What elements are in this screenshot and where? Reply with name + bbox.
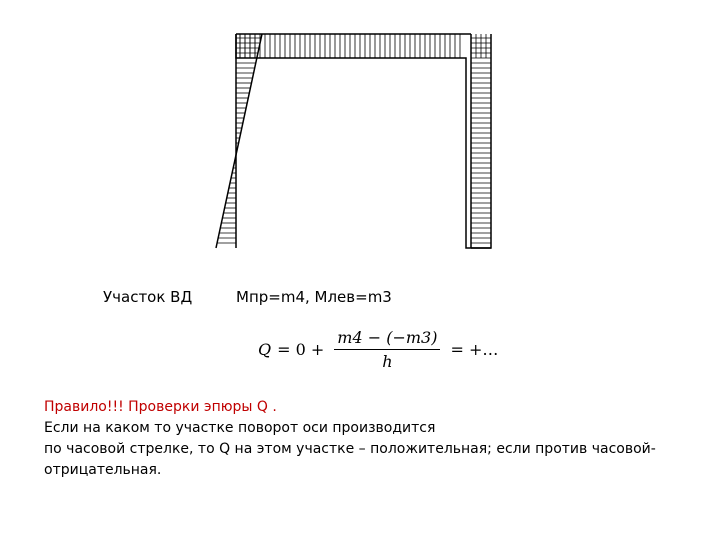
section-label: Участок ВД (103, 288, 193, 306)
rule-line-2: по часовой стрелке, то Q на этом участке – положительная; если против часовой- (44, 441, 656, 457)
rule-text-block (44, 397, 694, 481)
shear-formula (258, 328, 498, 371)
diagram-hatching (217, 34, 491, 243)
moments-label: Мпр=m4, Млев=m3 (236, 288, 392, 306)
frame-outline (216, 34, 491, 248)
formula-numerator: m4 − (−m3) (334, 328, 440, 350)
formula-equals-start: = 0 + (277, 340, 325, 359)
left-column-diagram-edge (216, 34, 262, 248)
formula-lhs: Q (258, 340, 272, 359)
formula-denominator: h (382, 352, 393, 371)
formula-equals-end: = +… (450, 340, 499, 359)
rule-line-3: отрицательная. (44, 462, 162, 478)
beam-diagram-edge (236, 34, 491, 248)
formula-fraction (334, 328, 440, 371)
rule-line-1: Если на каком то участке поворот оси производится (44, 420, 436, 436)
rule-title: Правило!!! Проверки эпюры Q . (44, 399, 277, 415)
